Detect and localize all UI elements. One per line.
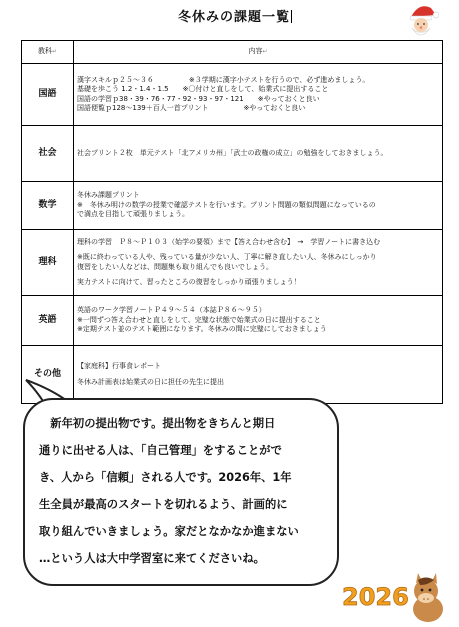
message-line: 通りに出せる人は、「自己管理」をすることがで <box>39 444 282 457</box>
content-line: 復習をしたい人などは、問題集も取り組んでも良いでしょう。 <box>77 262 273 271</box>
content-cell <box>74 64 443 126</box>
subject-cell: 理科 <box>22 230 74 296</box>
content-line: 基礎を歩こう 1.2・1.4・1.5 ※〇付けと直しをして、始業式に提出すること <box>77 85 329 93</box>
content-line: で満点を目指して頑張りましょう。 <box>77 210 189 219</box>
content-cell <box>74 126 443 182</box>
message-line: 新年初の提出物です。提出物をきちんと期日 <box>39 417 276 430</box>
table-row <box>22 64 443 126</box>
content-line: 社会プリント２枚 単元テスト「北アメリカ州」「武士の政権の成立」の勉強をしておきましょう。 <box>77 148 388 157</box>
table-row <box>22 296 443 346</box>
subject-cell: 国語 <box>22 64 74 126</box>
year-badge: 2026 <box>342 583 409 611</box>
subject-cell: その他 <box>22 346 74 404</box>
content-cell <box>74 296 443 346</box>
content-line: 実力テストに向けて、習ったところの復習をしっかり頑張りましょう！ <box>77 278 301 286</box>
text-cursor <box>291 10 292 23</box>
table-row <box>22 346 443 404</box>
message-line: …という人は大中学習室に来てくださいね。 <box>39 552 265 565</box>
subject-cell: 社会 <box>22 126 74 182</box>
content-line: 冬休み課題プリント <box>77 191 140 200</box>
subject-cell: 英語 <box>22 296 74 346</box>
table-header-row <box>22 41 443 64</box>
table-row <box>22 126 443 182</box>
content-line: 【家庭科】行事食レポート <box>77 362 161 370</box>
task-table <box>21 40 443 404</box>
content-line: ※一問ずつ答え合わせと直しをして、完璧な状態で始業式の日に提出すること <box>77 315 321 324</box>
subject-cell: 数学 <box>22 182 74 230</box>
content-line: ※定期テスト並のテスト範囲になります。冬休みの間に完璧にしておきましょう <box>77 325 327 334</box>
horse-2026-illustration <box>340 565 450 625</box>
table-row <box>22 230 443 296</box>
content-line: 冬休み計画表は始業式の日に担任の先生に提出 <box>77 377 224 386</box>
content-line: ※ 冬休み明けの数学の授業で確認テストを行います。プリント問題の類似問題になっているの <box>77 200 376 209</box>
content-cell <box>74 346 443 404</box>
table-row <box>22 182 443 230</box>
header-subject: 教科↵ <box>22 41 74 64</box>
page-title: 冬休みの課題一覧 <box>177 10 290 25</box>
content-line: 漢字スキルｐ２５～３６ ※３学期に漢字小テストを行うので、必ず進めましょう。 <box>77 75 370 84</box>
content-cell <box>74 182 443 230</box>
content-cell <box>74 230 443 296</box>
header-content: 内容↵ <box>74 41 443 64</box>
message-text <box>39 410 324 572</box>
message-line: き、人から「信頼」される人です。2026年、1年 <box>39 471 292 484</box>
content-line: 国語便覧ｐ128～139＋百人一首プリント ※やっておくと良い <box>77 104 306 112</box>
content-line: 国語の学習ｐ38・39・76・77・92・93・97・121 ※やっておくと良い <box>77 94 320 103</box>
message-line: 生全員が最高のスタートを切れるよう、計画的に <box>39 498 288 511</box>
santa-icon <box>405 2 439 40</box>
content-line: 英語のワーク学習ノートＰ４９～５４（本誌Ｐ８６～９５） <box>77 306 266 315</box>
content-line: ※既に終わっている人や、残っている量が少ない人、丁寧に解き直したい人、冬休みにしっかり <box>77 253 377 261</box>
message-line: 取り組んでいきましょう。家だとなかなか進まない <box>39 525 299 538</box>
content-line: 理科の学習 Ｐ８～Ｐ１０３（始学の要領）まで【答え合わせ含む】 → 学習ノートに書き込む <box>77 237 381 246</box>
